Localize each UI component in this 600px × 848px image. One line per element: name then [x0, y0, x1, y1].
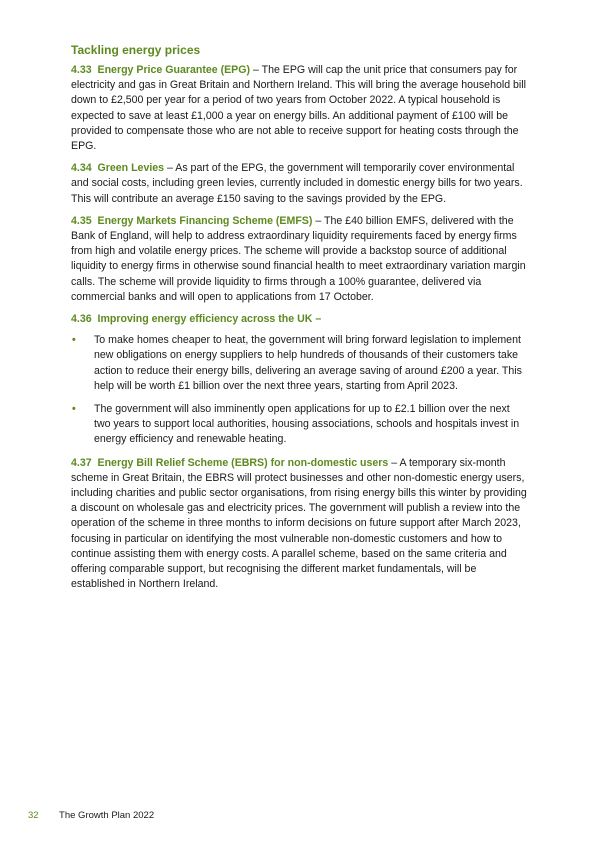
paragraph-4-35: [71, 214, 527, 305]
paragraph-number: 4.36: [71, 313, 92, 326]
paragraph-number: 4.34: [71, 162, 92, 175]
paragraph-4-34: [71, 161, 527, 207]
bullet-icon: •: [72, 334, 76, 347]
paragraph-4-36: [71, 312, 527, 327]
paragraph-4-37: [71, 456, 527, 593]
list-item-text: To make homes cheaper to heat, the government will bring forward legislation to implement new obligations on energy suppliers to help hundreds of thousands of their customers take action to reduce their energy bills, delivering an average saving of around £200 a year. This help will be worth £1 billion over the next three years, starting from April 2023.: [94, 334, 522, 392]
paragraph-4-33: [71, 63, 527, 154]
paragraph-text: – The £40 billion EMFS, delivered with the Bank of England, will help to address extraordinary liquidity requirements faced by energy firms from high and volatile energy prices. The scheme will provide a backstop source of additional liquidity to energy firms in otherwise sound financial health to meet extraordinary variation margin calls. The scheme will provide liquidity to firms through a 100% guarantee, delivered via commercial banks and will open to applications from 17 October.: [71, 214, 526, 303]
paragraph-number: 4.33: [71, 64, 92, 76]
list-item-text: The government will also imminently open applications for up to £2.1 billion over the next two years to support local authorities, housing associations, schools and hospitals invest in energy efficiency and renewable heating.: [94, 403, 520, 446]
list-item: [71, 333, 527, 394]
paragraph-term: Green Levies: [97, 162, 165, 175]
paragraph-number: 4.35: [71, 214, 92, 227]
paragraph-text: – The EPG will cap the unit price that consumers pay for electricity and gas in Great Britain and Northern Ireland. This will bring the average household bill down to £2,500 per year for a period of two years from October 2022. A typical household is expected to save at least £1,000 a year on energy bills. An additional payment of £100 will be provided to compensate those who are not able to receive support for heating costs through the EPG.: [71, 64, 526, 153]
paragraph-text: – A temporary six-month scheme in Great Britain, the EBRS will protect businesses and other non-domestic energy users, including charities and public sector organisations, from rising energy bills this winter by providing a discount on wholesale gas and electricity prices. The government will publish a review into the operation of the scheme in three months to inform decisions on future support after March 2023, focusing in particular on identifying the most vulnerable non-domestic customers and how to continue assisting them with energy costs. A parallel scheme, based on the same criteria and offering comparable support, but recognising the different market fundamentals, will be established in Northern Ireland.: [71, 456, 527, 591]
bullet-icon: •: [72, 403, 76, 416]
paragraph-term: Energy Markets Financing Scheme (EMFS): [97, 214, 313, 227]
paragraph-term: Improving energy efficiency across the UK –: [97, 313, 322, 326]
page-number: 32: [28, 810, 39, 821]
paragraph-text: – As part of the EPG, the government will temporarily cover environmental and social costs, including green levies, currently included in domestic energy bills for two years. This will contribute an average £150 saving to the savings provided by the EPG.: [71, 162, 523, 205]
document-title: The Growth Plan 2022: [59, 810, 155, 821]
paragraph-number: 4.37: [71, 456, 92, 469]
page-content: [71, 42, 527, 600]
bullet-list: [71, 333, 527, 447]
paragraph-term: Energy Price Guarantee (EPG): [97, 64, 251, 76]
section-heading: Tackling energy prices: [71, 43, 201, 57]
list-item: [71, 402, 527, 448]
paragraph-term: Energy Bill Relief Scheme (EBRS) for non-domestic users: [97, 456, 389, 469]
page-footer: [28, 810, 154, 821]
